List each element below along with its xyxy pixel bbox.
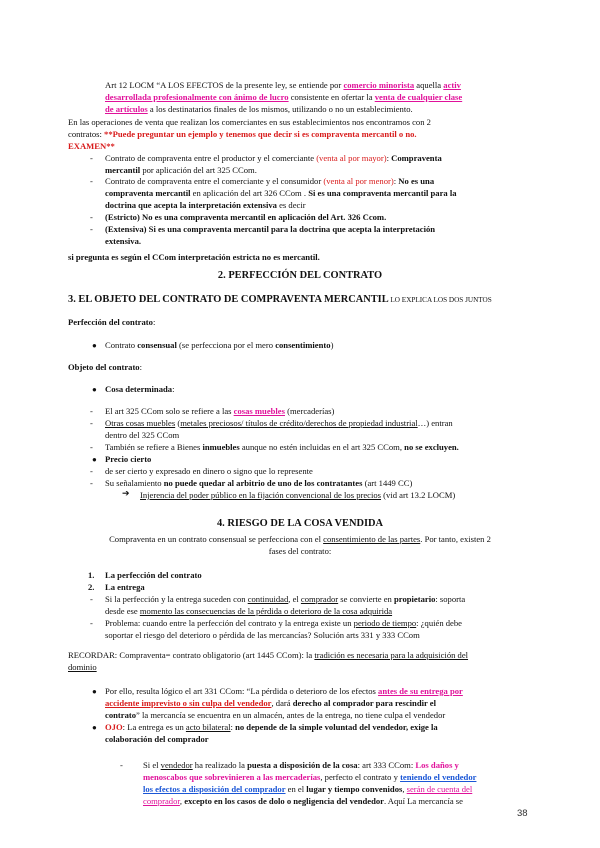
operaciones-line-2: contratos: **Puede preguntar un ejemplo y tenemos que decir si es compraventa mercantil o no. [68,129,417,139]
dash-marker: - [90,406,93,416]
heading-perfeccion: 2. PERFECCIÓN DEL CONTRATO [217,270,383,281]
dash-marker: - [90,224,93,234]
examen-note: EXAMEN** [68,141,115,151]
numbered-marker-1: 1. [88,570,95,580]
strict-interpretation: (Estricto) No es una compraventa mercantil en aplicación del Art. 326 Ccom. [105,212,387,222]
art333-line-3: los efectos a disposición del comprador en el lugar y tiempo convenidos, serán de cuenta del [143,784,473,794]
dash-marker: - [90,153,93,163]
perfeccion-title: Perfección del contrato: [68,317,156,327]
numbered-marker-2: 2. [88,582,95,592]
dash-marker: - [90,176,93,186]
art333-line-4: comprador, excepto en los casos de dolo o negligencia del vendedor. Aquí La mercancía se [143,796,463,806]
problema-line-2: soportar el riesgo del deterioro o pérdida de las mercancías? Solución arts 331 y 333 CCom [105,630,420,640]
precio-cierto: Precio cierto [105,454,152,464]
recordar-line-1: RECORDAR: Compraventa= contrato obligatorio (art 1445 CCom): la tradición es necesaria para la adquisición del [68,650,469,660]
ojo-line-2: colaboración del comprador [105,734,209,744]
arrow-right-icon: ➔ [122,488,130,498]
ojo-line-1: OJO: La entrega es un acto bilateral: no depende de la simple voluntad del vendedor, exige la [105,722,438,732]
dash-marker: - [120,760,123,770]
dash-marker: - [90,212,93,222]
art333-line-2: menoscabos que sobrevinieren a las mercaderías, perfecto el contrato y teniendo el vendedor [143,772,477,782]
art12-line-1: Art 12 LOCM “A LOS EFECTOS de la presente ley, se entiende por comercio minorista aquella activ [105,80,461,90]
contract-consumer-line-2: compraventa mercantil en aplicación del art 326 CCom . Si es una compraventa mercantil para la [105,188,457,198]
cosa-determinada: Cosa determinada: [105,384,175,394]
contract-consumer-line-1: Contrato de compraventa entre el comerciante y el consumidor (venta al por menor): No es una [105,176,435,186]
consensual-item: Contrato consensual (se perfecciona por el mero consentimiento) [105,340,334,350]
bullet-marker: ● [92,341,97,350]
art333-line-1: Si el vendedor ha realizado la puesta a disposición de la cosa: art 333 CCom: Los daños y [143,760,459,770]
extensive-interpretation-line-2: extensiva. [105,236,142,246]
art331-line-2: accidente imprevisto o sin culpa del vendedor, dará derecho al comprador para rescindir el [105,698,436,708]
objeto-title: Objeto del contrato: [68,362,142,372]
bullet-marker: ● [92,723,97,732]
art12-line-2: desarrollada profesionalmente con ánimo de lucro consistente en ofertar la venta de cualquier clase [105,92,463,102]
art331-line-3: contrato” la mercancía se encuentra en un almacén, antes de la entrega, no tiene culpa el vendedor [105,710,446,720]
dash-marker: - [90,442,93,452]
fase-entrega: La entrega [105,582,145,592]
inmuebles-item: También se refiere a Bienes inmuebles aunque no estén incluidas en el art 325 CCom, no se excluyen. [105,442,459,452]
page-number: 38 [517,808,528,819]
otras-cosas-line-2: dentro del 325 CCom [105,430,180,440]
operaciones-line-1: En las operaciones de venta que realizan los comerciantes en sus establecimientos nos encontramos con 2 [68,117,431,127]
strict-note: si pregunta es según el CCom interpretación estricta no es mercantil. [68,252,320,262]
dash-marker: - [90,418,93,428]
continuidad-line-1: Si la perfección y la entrega suceden con continuidad, el comprador se convierte en propietario: soporta [105,594,466,604]
bullet-marker: ● [92,687,97,696]
injerencia-item: Injerencia del poder público en la fijación convencional de los precios (vid art 13.2 LOCM) [140,490,456,500]
cosas-muebles-item: El art 325 CCom solo se refiere a las cosas muebles (mercaderías) [105,406,335,416]
bullet-marker: ● [92,385,97,394]
continuidad-line-2: desde ese momento las consecuencias de la pérdida o deterioro de la cosa adquirida [105,606,393,616]
recordar-line-2: dominio [68,662,97,672]
senalamiento-item: Su señalamiento no puede quedar al arbitrio de uno de los contratantes (art 1449 CC) [105,478,413,488]
contract-producer-line-2: mercantil por aplicación del art 325 CCom. [105,165,257,175]
problema-line-1: Problema: cuando entre la perfección del contrato y la entrega existe un periodo de tiempo: ¿quién debe [105,618,462,628]
dash-marker: - [90,466,93,476]
fase-perfeccion: La perfección del contrato [105,570,202,580]
riesgo-intro-line-2: fases del contrato: [268,546,332,556]
dash-marker: - [90,478,93,488]
dash-marker: - [90,618,93,628]
contract-producer-line-1: Contrato de compraventa entre el productor y el comerciante (venta al por mayor): Compraventa [105,153,442,163]
heading-objeto: 3. EL OBJETO DEL CONTRATO DE COMPRAVENTA MERCANTIL LO EXPLICA LOS DOS JUNTOS [68,294,492,305]
riesgo-intro-line-1: Compraventa en un contrato consensual se perfecciona con el consentimiento de las partes. Por tanto, existen 2 [109,534,491,544]
heading-riesgo: 4. RIESGO DE LA COSA VENDIDA [216,518,384,529]
extensive-interpretation-line-1: (Extensiva) Si es una compraventa mercantil para la doctrina que acepta la interpretación [105,224,436,234]
dash-marker: - [90,594,93,604]
bullet-marker: ● [92,455,97,464]
art12-line-3: de artículos a los destinatarios finales de los mismos, utilizando o no un establecimiento. [105,104,413,114]
precio-expresado: de ser cierto y expresado en dinero o signo que lo represente [105,466,313,476]
contract-consumer-line-3: doctrina que acepta la interpretación extensiva es decir [105,200,306,210]
art331-line-1: Por ello, resulta lógico el art 331 CCom: “La pérdida o deterioro de los efectos antes de su entrega por [105,686,463,696]
otras-cosas-line-1: Otras cosas muebles (metales preciosos/ títulos de crédito/derechos de propiedad industrial…) entran [105,418,453,428]
